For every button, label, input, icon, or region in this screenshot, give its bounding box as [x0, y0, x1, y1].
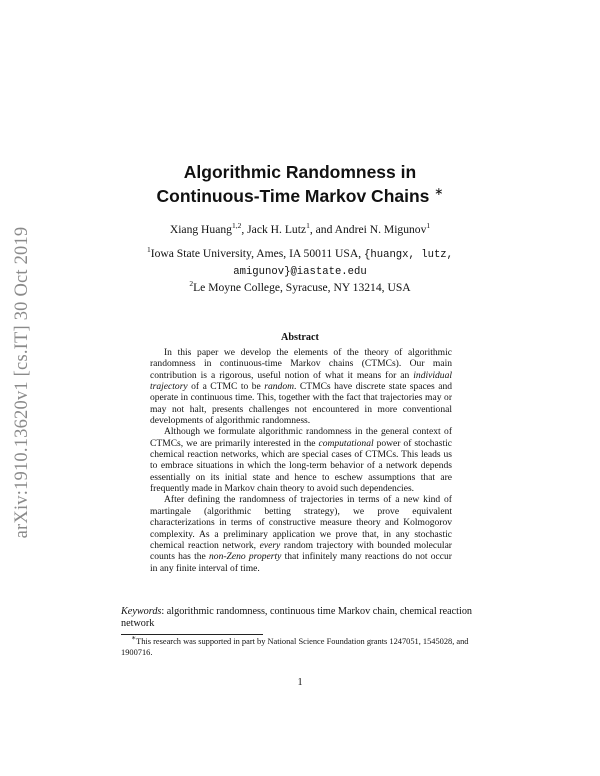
author-3: , and Andrei N. Migunov [309, 223, 427, 236]
keywords-label: Keywords [121, 606, 162, 617]
abstract-p1-text-a: In this paper we develop the elements of the theory of algorithmic randomness in continuous-time Markov chains (CTMCs). Our main contribution is a rigorous, useful notion of what it means for an [150, 347, 452, 381]
affiliations [100, 246, 500, 295]
abstract-paragraph-1 [150, 347, 452, 426]
affiliation-1-mark: 1 [146, 245, 151, 255]
abstract-p1-emphasis-1: individual trajectory [150, 369, 452, 393]
abstract-p3-emphasis-1: every [259, 539, 281, 551]
affiliation-1 [100, 246, 500, 263]
title-line-1: Algorithmic Randomness in [183, 162, 417, 182]
author-2: , Jack H. Lutz [241, 223, 307, 236]
footnote-text: This research was supported in part by National Science Foundation grants 1247051, 1545028, and 1900716. [121, 637, 469, 657]
abstract-p3-text-a: After defining the randomness of trajectories in terms of a new kind of martingale (algorithmic betting strategy), we prove equivalent characterizations in terms of constructive measure theory and Kolmogorov complexity. As a preliminary application we prove that, in any stochastic chemical reaction network, [150, 494, 452, 551]
footnote-mark: ∗ [131, 633, 137, 643]
author-list [100, 222, 500, 238]
abstract-p1-text-b: of a CTMC to be [187, 381, 265, 393]
title-line-2 [100, 184, 500, 208]
title-line-2-text: Continuous-Time Markov Chains [156, 186, 430, 206]
abstract-heading: Abstract [281, 332, 319, 343]
affiliation-1-email-part1: {huangx, lutz, [364, 249, 454, 261]
footnote-rule [121, 634, 263, 635]
affiliation-2 [100, 280, 500, 295]
affiliation-1-text: Iowa State University, Ames, IA 50011 USA, [150, 247, 365, 260]
abstract-body [150, 347, 452, 574]
keywords-text: : algorithmic randomness, continuous time Markov chain, chemical reaction network [121, 606, 473, 629]
paper-title [100, 160, 500, 208]
author-1-affil: 1,2 [231, 221, 242, 231]
affiliation-2-text: Le Moyne College, Syracuse, NY 13214, USA [193, 281, 411, 294]
author-1: Xiang Huang [169, 223, 232, 236]
author-3-affil: 1 [426, 221, 431, 231]
abstract-paragraph-2 [150, 426, 452, 494]
abstract-p2-text-a: Although we formulate algorithmic randomness in the general context of CTMCs, we are primarily interested in the [150, 426, 452, 449]
affiliation-1-email-part2: amigunov}@iastate.edu [233, 266, 367, 278]
abstract-p2-emphasis: computational [318, 437, 374, 449]
abstract-p3-text-b: random trajectory with bounded molecular counts has the [150, 539, 452, 563]
footnote [121, 633, 483, 658]
author-2-affil: 1 [306, 221, 310, 231]
arxiv-identifier: arXiv:1910.13620v1 [cs.IT] 30 Oct 2019 [11, 226, 32, 539]
affiliation-2-mark: 2 [189, 279, 194, 289]
abstract-p1-emphasis-2: random [264, 381, 294, 393]
abstract-paragraph-3 [150, 494, 452, 573]
affiliation-1-cont [100, 263, 500, 280]
page-number: 1 [297, 677, 303, 688]
abstract-p1-text-c: . CTMCs have discrete state spaces and operate in continuous time. This, together with the fact that trajectories may or may not halt, presents challenges not encountered in more conventional developments of algorithmic randomness. [150, 381, 452, 427]
abstract-p3-text-c: that infinitely many reactions do not occur in any finite interval of time. [150, 551, 452, 574]
title-footnote-mark: ∗ [434, 186, 444, 199]
abstract-p3-emphasis-2: non-Zeno property [209, 551, 282, 563]
abstract-p2-text-b: power of stochastic chemical reaction networks, which are special cases of CTMCs. This leads us to embrace situations in which the long-term behavior of a network depends essentially on its initial state and hence to eschew assumptions that are frequently made in Markov chain theory to avoid such dependencies. [150, 437, 452, 495]
keywords [121, 606, 483, 630]
